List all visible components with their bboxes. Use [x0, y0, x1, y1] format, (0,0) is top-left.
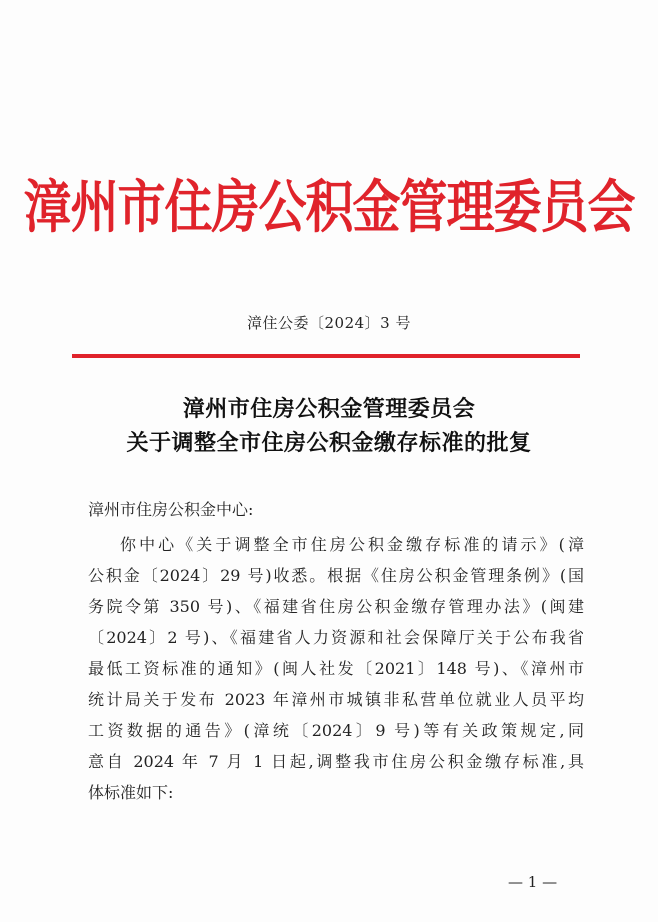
issuer-title: 漳州市住房公积金管理委员会	[23, 174, 635, 241]
body-paragraph	[88, 529, 584, 808]
body-line: 体标准如下:	[88, 783, 174, 802]
body-line: 统计局关于发布 2023 年漳州市城镇非私营单位就业人员平均	[88, 690, 584, 709]
body-line: 〔2024〕2 号)、《福建省人力资源和社会保障厅关于公布我省	[88, 628, 584, 647]
page-number: — 1 —	[508, 873, 558, 891]
subject-line-2: 关于调整全市住房公积金缴存标准的批复	[126, 430, 532, 456]
document-subject	[0, 392, 658, 460]
body-line: 务院令第 350 号)、《福建省住房公积金缴存管理办法》(闽建	[88, 597, 584, 616]
body-line: 最低工资标准的通知》(闽人社发〔2021〕148 号)、《漳州市	[88, 659, 584, 678]
body-line: 你中心《关于调整全市住房公积金缴存标准的请示》(漳	[120, 535, 584, 554]
addressee: 漳州市住房公积金中心:	[88, 500, 254, 519]
red-separator-line	[72, 354, 580, 358]
body-line: 意自 2024 年 7 月 1 日起,调整我市住房公积金缴存标准,具	[88, 752, 584, 771]
body-line: 公积金〔2024〕29 号)收悉。根据《住房公积金管理条例》(国	[88, 566, 584, 585]
body-line: 工资数据的通告》(漳统〔2024〕9 号)等有关政策规定,同	[88, 721, 584, 740]
document-number: 漳住公委〔2024〕3 号	[247, 314, 411, 332]
subject-line-1: 漳州市住房公积金管理委员会	[182, 396, 476, 422]
